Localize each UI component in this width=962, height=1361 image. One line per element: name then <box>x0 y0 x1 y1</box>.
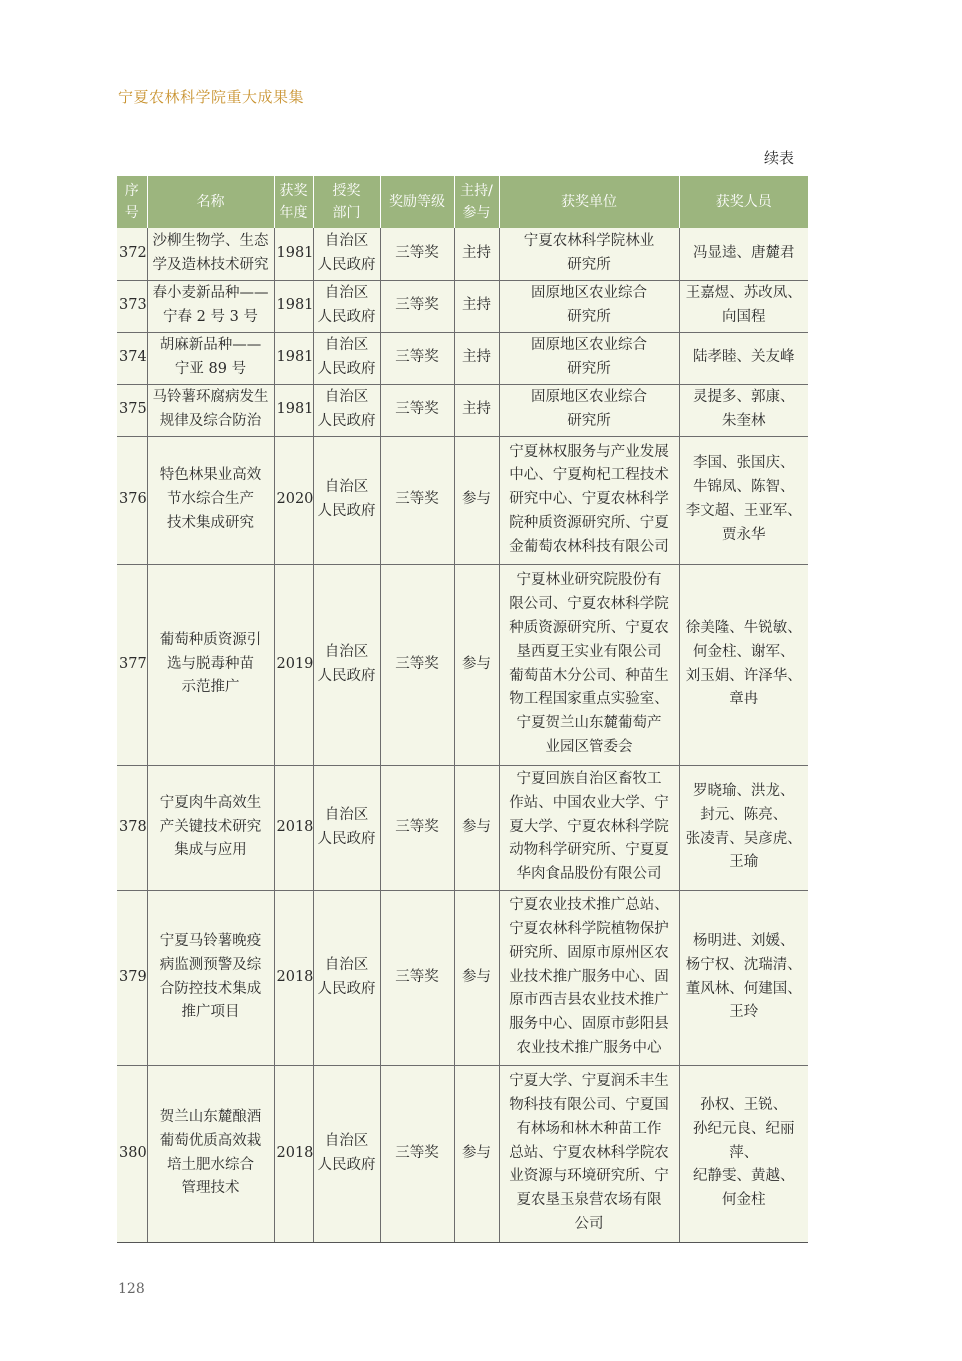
cell-number: 374 <box>117 332 147 384</box>
running-title: 宁夏农林科学院重大成果集 <box>118 88 305 106</box>
cell-number: 377 <box>117 564 147 765</box>
table-header-row <box>117 176 808 228</box>
cell-number: 372 <box>117 228 147 280</box>
cell-number: 373 <box>117 280 147 332</box>
table-row <box>117 280 808 332</box>
cell-people: 灵提多、郭康、 朱奎林 <box>679 384 808 436</box>
cell-units: 宁夏林业研究院股份有 限公司、宁夏农林科学院 种质资源研究所、宁夏农 垦西夏王实业有限公司 葡萄苗木分公司、种苗生 物工程国家重点实验室、 宁夏贺兰山东麓葡萄产 业园区管委会 <box>499 564 679 765</box>
cell-name: 宁夏马铃薯晚疫 病监测预警及综 合防控技术集成 推广项目 <box>147 890 274 1065</box>
cell-number: 378 <box>117 765 147 890</box>
cell-department: 自治区 人民政府 <box>313 1065 380 1242</box>
cell-units: 宁夏大学、宁夏润禾丰生 物科技有限公司、宁夏国 有林场和林木种苗工作 总站、宁夏农林科学院农 业资源与环境研究所、宁 夏农垦玉泉营农场有限 公司 <box>499 1065 679 1242</box>
cell-people: 罗晓瑜、洪龙、 封元、陈亮、 张凌青、吴彦虎、 王瑜 <box>679 765 808 890</box>
header-award-level: 奖励等级 <box>380 176 454 228</box>
cell-department: 自治区 人民政府 <box>313 332 380 384</box>
table-body <box>117 228 808 1242</box>
cell-award-level: 三等奖 <box>380 765 454 890</box>
cell-units: 固原地区农业综合 研究所 <box>499 384 679 436</box>
cell-award-level: 三等奖 <box>380 384 454 436</box>
table-row <box>117 564 808 765</box>
cell-number: 379 <box>117 890 147 1065</box>
cell-units: 宁夏林权服务与产业发展 中心、宁夏枸杞工程技术 研究中心、宁夏农林科学 院种质资源研究所、宁夏 金葡萄农林科技有限公司 <box>499 436 679 564</box>
continued-label: 续表 <box>763 149 794 167</box>
cell-year: 2018 <box>274 890 313 1065</box>
cell-name: 葡萄种质资源引 选与脱毒种苗 示范推广 <box>147 564 274 765</box>
cell-role: 参与 <box>454 1065 499 1242</box>
cell-department: 自治区 人民政府 <box>313 890 380 1065</box>
cell-year: 1981 <box>274 228 313 280</box>
cell-department: 自治区 人民政府 <box>313 436 380 564</box>
cell-units: 宁夏回族自治区畜牧工 作站、中国农业大学、宁 夏大学、宁夏农林科学院 动物科学研究所、宁夏夏 华肉食品股份有限公司 <box>499 765 679 890</box>
table-row <box>117 890 808 1065</box>
header-number: 序 号 <box>117 176 147 228</box>
header-units: 获奖单位 <box>499 176 679 228</box>
cell-award-level: 三等奖 <box>380 564 454 765</box>
cell-department: 自治区 人民政府 <box>313 765 380 890</box>
cell-award-level: 三等奖 <box>380 1065 454 1242</box>
cell-role: 参与 <box>454 890 499 1065</box>
cell-year: 2018 <box>274 765 313 890</box>
header-year: 获奖 年度 <box>274 176 313 228</box>
cell-units: 固原地区农业综合 研究所 <box>499 332 679 384</box>
cell-name: 春小麦新品种—— 宁春 2 号 3 号 <box>147 280 274 332</box>
cell-department: 自治区 人民政府 <box>313 564 380 765</box>
cell-name: 特色林果业高效 节水综合生产 技术集成研究 <box>147 436 274 564</box>
cell-role: 主持 <box>454 332 499 384</box>
cell-units: 固原地区农业综合 研究所 <box>499 280 679 332</box>
cell-year: 1981 <box>274 332 313 384</box>
cell-year: 2019 <box>274 564 313 765</box>
awards-table <box>117 176 808 1243</box>
cell-year: 2018 <box>274 1065 313 1242</box>
cell-people: 李国、张国庆、 牛锦凤、陈智、 李文超、王亚军、 贾永华 <box>679 436 808 564</box>
cell-award-level: 三等奖 <box>380 228 454 280</box>
table-row <box>117 1065 808 1242</box>
cell-year: 2020 <box>274 436 313 564</box>
cell-role: 主持 <box>454 228 499 280</box>
cell-department: 自治区 人民政府 <box>313 280 380 332</box>
cell-number: 376 <box>117 436 147 564</box>
cell-people: 杨明进、刘媛、 杨宁权、沈瑞清、 董风林、何建国、 王玲 <box>679 890 808 1065</box>
cell-name: 马铃薯环腐病发生 规律及综合防治 <box>147 384 274 436</box>
cell-year: 1981 <box>274 384 313 436</box>
cell-name: 贺兰山东麓酿酒 葡萄优质高效栽 培土肥水综合 管理技术 <box>147 1065 274 1242</box>
cell-department: 自治区 人民政府 <box>313 384 380 436</box>
cell-award-level: 三等奖 <box>380 280 454 332</box>
cell-award-level: 三等奖 <box>380 332 454 384</box>
cell-number: 380 <box>117 1065 147 1242</box>
page-number: 128 <box>118 1281 145 1297</box>
table-row <box>117 228 808 280</box>
cell-people: 冯显逵、唐麓君 <box>679 228 808 280</box>
cell-people: 孙权、王锐、 孙纪元良、纪丽萍、 纪静雯、黄越、 何金柱 <box>679 1065 808 1242</box>
cell-units: 宁夏农林科学院林业 研究所 <box>499 228 679 280</box>
cell-role: 主持 <box>454 280 499 332</box>
cell-number: 375 <box>117 384 147 436</box>
cell-people: 徐美隆、牛锐敏、 何金柱、谢军、 刘玉娟、许泽华、 章冉 <box>679 564 808 765</box>
header-people: 获奖人员 <box>679 176 808 228</box>
cell-role: 参与 <box>454 564 499 765</box>
table-row <box>117 384 808 436</box>
header-name: 名称 <box>147 176 274 228</box>
cell-name: 胡麻新品种—— 宁亚 89 号 <box>147 332 274 384</box>
cell-role: 主持 <box>454 384 499 436</box>
cell-name: 宁夏肉牛高效生 产关键技术研究 集成与应用 <box>147 765 274 890</box>
cell-name: 沙柳生物学、生态 学及造林技术研究 <box>147 228 274 280</box>
cell-people: 王嘉煜、苏改凤、 向国程 <box>679 280 808 332</box>
cell-role: 参与 <box>454 765 499 890</box>
table-row <box>117 436 808 564</box>
cell-people: 陆孝睦、关友峰 <box>679 332 808 384</box>
header-role: 主持/ 参与 <box>454 176 499 228</box>
cell-department: 自治区 人民政府 <box>313 228 380 280</box>
cell-units: 宁夏农业技术推广总站、 宁夏农林科学院植物保护 研究所、固原市原州区农 业技术推广服务中心、固 原市西吉县农业技术推广 服务中心、固原市彭阳县 农业技术推广服务中心 <box>499 890 679 1065</box>
table-row <box>117 332 808 384</box>
cell-year: 1981 <box>274 280 313 332</box>
header-department: 授奖 部门 <box>313 176 380 228</box>
cell-award-level: 三等奖 <box>380 890 454 1065</box>
table-row <box>117 765 808 890</box>
cell-award-level: 三等奖 <box>380 436 454 564</box>
cell-role: 参与 <box>454 436 499 564</box>
